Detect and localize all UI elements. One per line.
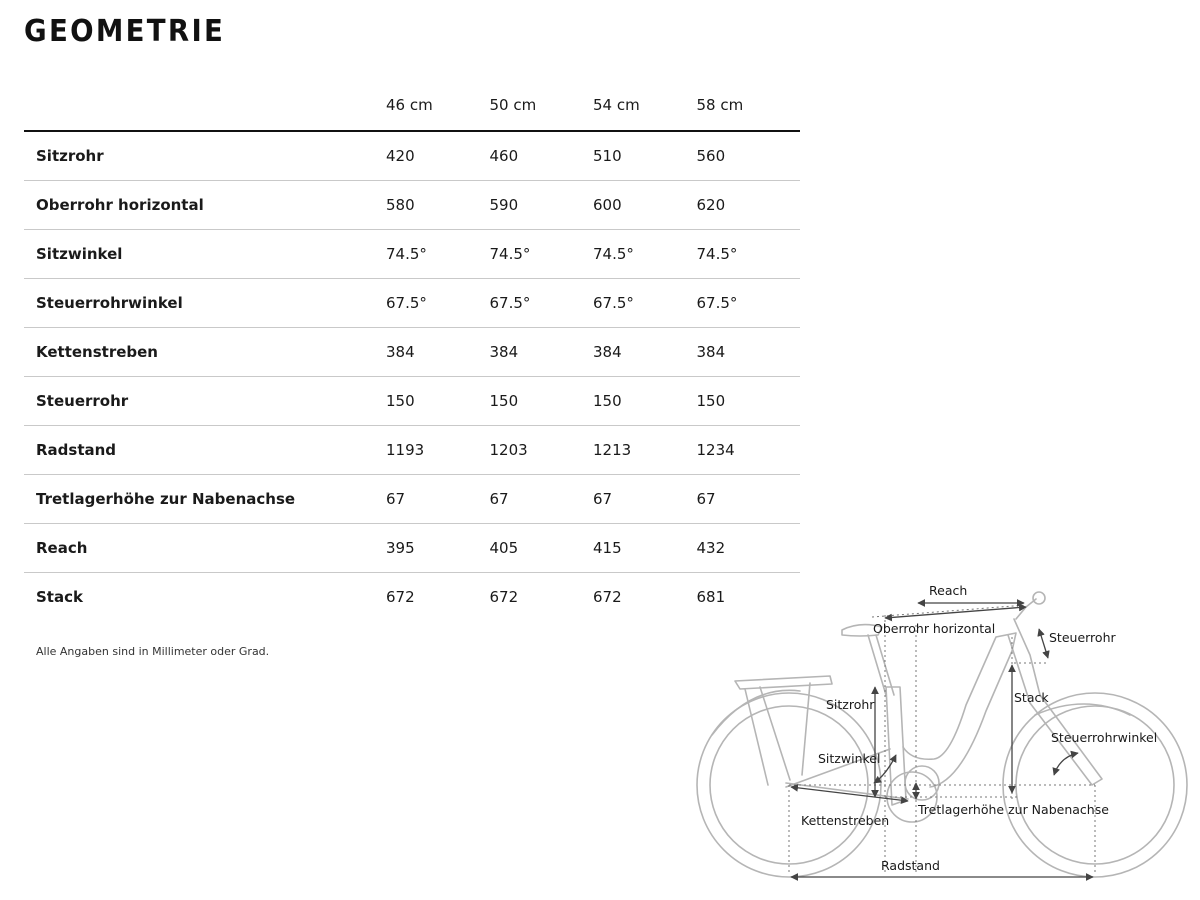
cell-value: 67.5°: [697, 279, 801, 328]
table-row: [24, 131, 800, 181]
label-stack: Stack: [1014, 690, 1049, 705]
cell-value: 1193: [386, 426, 490, 475]
cell-value: 384: [386, 328, 490, 377]
table-row: [24, 573, 800, 622]
table-header-row: [24, 80, 800, 131]
cell-value: 150: [490, 377, 594, 426]
table-row: [24, 524, 800, 573]
label-reach: Reach: [929, 583, 968, 598]
cell-value: 590: [490, 181, 594, 230]
label-tretlager: Tretlagerhöhe zur Nabenachse: [918, 802, 1109, 817]
cell-value: 67.5°: [490, 279, 594, 328]
cell-value: 67.5°: [593, 279, 697, 328]
bike-geometry-diagram: [690, 575, 1195, 890]
page-title: GEOMETRIE: [24, 14, 226, 49]
row-label: Tretlagerhöhe zur Nabenachse: [24, 475, 386, 524]
frame-main: [903, 633, 1016, 787]
row-label: Sitzrohr: [24, 131, 386, 181]
label-kettenstreben: Kettenstreben: [801, 813, 890, 828]
cell-value: 67: [593, 475, 697, 524]
size-header: 46 cm: [386, 80, 490, 131]
cell-value: 672: [593, 588, 622, 606]
cell-value: 150: [386, 377, 490, 426]
rear-rack: [735, 676, 832, 785]
size-header: 54 cm: [593, 80, 697, 131]
steuerrohr-dimension: [1039, 629, 1048, 658]
dimension-lines: [791, 603, 1093, 877]
cell-value: 67: [697, 475, 801, 524]
cell-value: 672: [386, 588, 415, 606]
table-row: [24, 377, 800, 426]
cell-value: 395: [386, 524, 490, 573]
cell-value: 405: [490, 524, 594, 573]
row-label: Kettenstreben: [24, 328, 386, 377]
cell-value: 681: [696, 588, 726, 606]
cell-value: 67: [490, 475, 594, 524]
seat-post: [868, 635, 894, 695]
cell-value: 510: [593, 131, 697, 181]
header-empty-cell: [24, 80, 386, 131]
cell-value: 150: [697, 377, 801, 426]
cell-value: 74.5°: [386, 230, 490, 279]
cell-value: 384: [490, 328, 594, 377]
row-label: Steuerrohrwinkel: [24, 279, 386, 328]
label-sitzrohr: Sitzrohr: [826, 697, 875, 712]
cell-value: 415: [593, 524, 697, 573]
cell-value: 67.5°: [386, 279, 490, 328]
stem-handlebar: [1016, 599, 1036, 619]
cell-value: 74.5°: [593, 230, 697, 279]
cell-value: 580: [386, 181, 490, 230]
cell-value: 432: [697, 524, 801, 573]
row-label: Oberrohr horizontal: [24, 181, 386, 230]
cell-value: 560: [697, 131, 801, 181]
label-steuerrohr: Steuerrohr: [1049, 630, 1116, 645]
row-label: Radstand: [24, 426, 386, 475]
table-row: [24, 279, 800, 328]
cell-value: 74.5°: [697, 230, 801, 279]
cell-value: 460: [490, 131, 594, 181]
guide-lines: [789, 605, 1095, 875]
cell-value: 384: [593, 328, 697, 377]
cell-value: 672: [489, 588, 519, 606]
row-label: Sitzwinkel: [24, 230, 386, 279]
table-row: [24, 181, 800, 230]
cell-value: 1203: [490, 426, 594, 475]
label-sitzwinkel: Sitzwinkel: [818, 751, 881, 766]
label-oberrohr: Oberrohr horizontal: [873, 621, 996, 636]
table-row: [24, 328, 800, 377]
cell-value: 74.5°: [490, 230, 594, 279]
cell-value: 600: [593, 181, 697, 230]
geometry-table: [24, 80, 800, 621]
cell-value: 1213: [593, 426, 697, 475]
table-row: [24, 475, 800, 524]
label-steuerrohrwinkel: Steuerrohrwinkel: [1051, 730, 1158, 745]
table-row: [24, 426, 800, 475]
cell-value: 384: [697, 328, 801, 377]
row-label: Stack: [36, 588, 83, 606]
cell-value: 150: [593, 377, 697, 426]
cell-value: 67: [386, 475, 490, 524]
table-row: [24, 230, 800, 279]
row-label: Reach: [24, 524, 386, 573]
motor-housing: [905, 766, 939, 800]
units-note: Alle Angaben sind in Millimeter oder Grad.: [36, 645, 270, 658]
oberrohr-dimension: [885, 607, 1026, 618]
cell-value: 420: [386, 131, 490, 181]
row-label: Steuerrohr: [24, 377, 386, 426]
steuerrohrwinkel-arc: [1054, 753, 1078, 775]
cell-value: 1234: [697, 426, 801, 475]
cell-value: 620: [697, 181, 801, 230]
handlebar-grip: [1033, 592, 1045, 604]
label-radstand: Radstand: [881, 858, 940, 873]
size-header: 50 cm: [490, 80, 594, 131]
size-header: 58 cm: [697, 80, 801, 131]
